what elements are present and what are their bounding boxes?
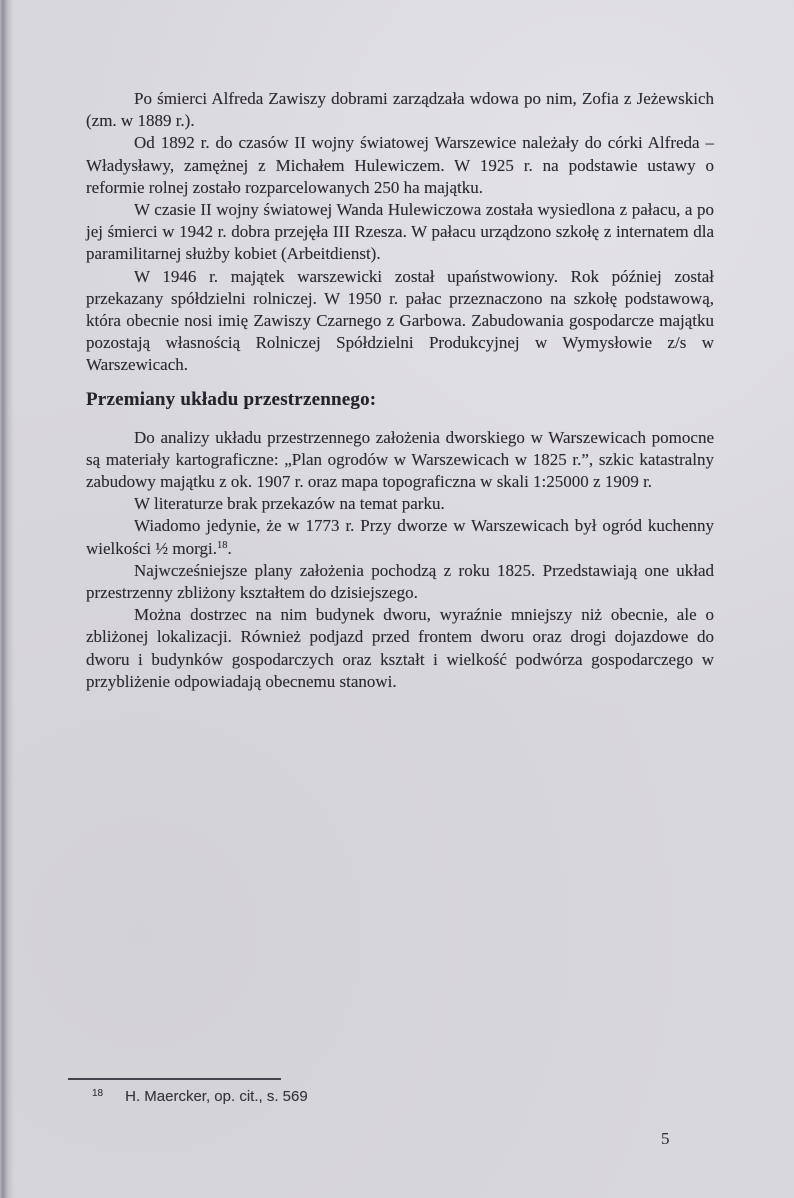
body-paragraph: W literaturze brak przekazów na temat parku.: [134, 494, 445, 514]
footnote: [92, 1088, 308, 1105]
body-paragraph: Od 1892 r. do czasów II wojny światowej Warszewice należały do córki Alfreda – Władysławy, zamężnej z Michałem Hulewiczem. W 1925 r. na podstawie ustawy o reformie rolnej zostało rozparcelowanych 250 ha majątku.: [86, 133, 714, 197]
body-paragraph: W 1946 r. majątek warszewicki został upaństwowiony. Rok później został przekazany spółdzielni rolniczej. W 1950 r. pałac przeznaczono na szkołę podstawową, która obecnie nosi imię Zawiszy Czarnego z Garbowa. Zabudowania gospodarcze majątku pozostają własnością Rolniczej Spółdzielni Produkcyjnej w Wymysłowie z/s w Warszewicach.: [86, 266, 714, 375]
footnote-divider: [68, 1078, 281, 1080]
body-paragraph: Najwcześniejsze plany założenia pochodzą z roku 1825. Przedstawiają one układ przestrzenny zbliżony kształtem do dzisiejszego.: [86, 560, 714, 603]
page-number: 5: [661, 1129, 670, 1148]
body-paragraph: Po śmierci Alfreda Zawiszy dobrami zarządzała wdowa po nim, Zofia z Jeżewskich (zm. w 1889 r.).: [86, 89, 714, 131]
paragraph-text-segment: .: [227, 538, 232, 558]
body-paragraph-with-footnote: [86, 515, 714, 559]
body-paragraph: Do analizy układu przestrzennego założenia dworskiego w Warszewicach pomocne są materiały kartograficzne: „Plan ogrodów w Warszewicach w 1825 r.”, szkic katastralny zabudowy majątku z ok. 1907 r. oraz mapa topograficzna w skali 1:25000 z 1909 r.: [86, 427, 714, 492]
scan-edge-shadow: [0, 0, 14, 1198]
footnote-text: H. Maercker, op. cit., s. 569: [125, 1088, 308, 1105]
paragraph-text-segment: Wiadomo jedynie, że w 1773 r. Przy dworze w Warszewicach był ogród kuchenny wielkości ½ morgi.: [86, 516, 714, 558]
footnote-marker: 18: [92, 1088, 104, 1099]
footnote-ref-superscript: 18: [216, 539, 228, 551]
text-column: [86, 88, 714, 693]
section-heading: Przemiany układu przestrzennego:: [86, 388, 377, 410]
body-paragraph: W czasie II wojny światowej Wanda Hulewiczowa została wysiedlona z pałacu, a po jej śmierci w 1942 r. dobra przejęła III Rzesza. W pałacu urządzono szkołę z internatem dla paramilitarnej służby kobiet (Arbeitdienst).: [86, 200, 714, 264]
body-paragraph: Można dostrzec na nim budynek dworu, wyraźnie mniejszy niż obecnie, ale o zbliżonej lokalizacji. Również podjazd przed frontem dworu oraz drogi dojazdowe do dworu i budynków gospodarczych oraz kształt i wielkość podwórza gospodarczego w przybliżenie odpowiadają obecnemu stanowi.: [86, 605, 714, 691]
